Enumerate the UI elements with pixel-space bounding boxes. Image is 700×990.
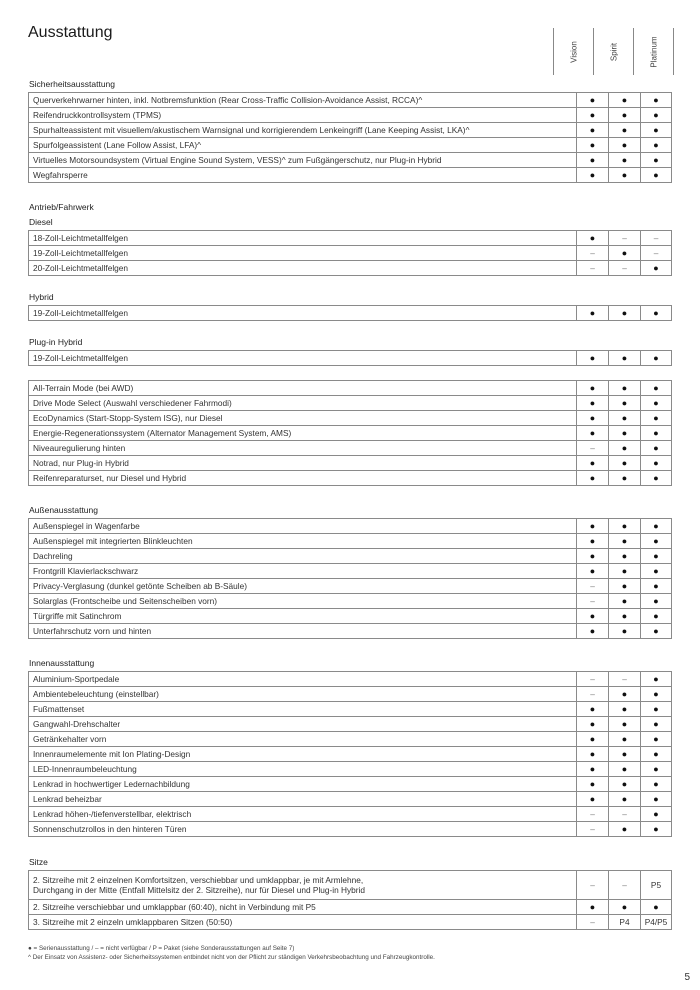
availability-platinum: ●	[641, 261, 672, 276]
availability-spirit: ●	[609, 519, 641, 534]
feature-label: Frontgrill Klavierlackschwarz	[29, 564, 577, 579]
availability-vision: ●	[577, 624, 609, 639]
table-row	[29, 231, 672, 246]
feature-label: 19-Zoll-Leichtmetallfelgen	[29, 306, 577, 321]
feature-label: Niveauregulierung hinten	[29, 441, 577, 456]
availability-spirit: ●	[609, 381, 641, 396]
table-row	[29, 306, 672, 321]
table-row	[29, 732, 672, 747]
availability-platinum: ●	[641, 822, 672, 837]
availability-vision: –	[577, 594, 609, 609]
table-row	[29, 792, 672, 807]
feature-label: Virtuelles Motorsoundsystem (Virtual Engine Sound System, VESS)^ zum Fußgängerschutz, nur Plug-in Hybrid	[29, 153, 577, 168]
availability-spirit: ●	[609, 168, 641, 183]
availability-vision: –	[577, 246, 609, 261]
availability-platinum: ●	[641, 624, 672, 639]
section-heading: Sicherheitsausstattung	[29, 79, 115, 89]
availability-platinum: P4/P5	[641, 915, 672, 930]
equipment-table	[28, 92, 672, 183]
feature-label: Querverkehrwarner hinten, inkl. Notbremsfunktion (Rear Cross-Traffic Collision-Avoidance Assist, RCCA)^	[29, 93, 577, 108]
availability-spirit: ●	[609, 108, 641, 123]
availability-spirit: –	[609, 871, 641, 900]
availability-platinum: ●	[641, 564, 672, 579]
column-label: Spirit	[609, 42, 619, 61]
feature-label: Türgriffe mit Satinchrom	[29, 609, 577, 624]
table-row	[29, 702, 672, 717]
availability-spirit: ●	[609, 594, 641, 609]
availability-vision: –	[577, 807, 609, 822]
equipment-table	[28, 671, 672, 837]
availability-platinum: ●	[641, 747, 672, 762]
availability-vision: –	[577, 579, 609, 594]
table-row	[29, 108, 672, 123]
feature-label: Fußmattenset	[29, 702, 577, 717]
availability-vision: ●	[577, 717, 609, 732]
availability-spirit: ●	[609, 153, 641, 168]
availability-spirit: P4	[609, 915, 641, 930]
availability-spirit: ●	[609, 732, 641, 747]
availability-spirit: ●	[609, 456, 641, 471]
availability-spirit: ●	[609, 687, 641, 702]
availability-spirit: –	[609, 261, 641, 276]
table-row	[29, 246, 672, 261]
availability-vision: ●	[577, 153, 609, 168]
availability-vision: ●	[577, 123, 609, 138]
feature-label: Spurfolgeassistent (Lane Follow Assist, LFA)^	[29, 138, 577, 153]
feature-label: Ambientebeleuchtung (einstellbar)	[29, 687, 577, 702]
feature-label: Reifendruckkontrollsystem (TPMS)	[29, 108, 577, 123]
availability-platinum: ●	[641, 306, 672, 321]
table-row	[29, 747, 672, 762]
feature-label: Innenraumelemente mit Ion Plating-Design	[29, 747, 577, 762]
table-row	[29, 762, 672, 777]
availability-spirit: ●	[609, 471, 641, 486]
page-number: 5	[684, 972, 690, 983]
table-row	[29, 564, 672, 579]
table-row	[29, 153, 672, 168]
availability-vision: ●	[577, 777, 609, 792]
availability-platinum: ●	[641, 900, 672, 915]
feature-label-line: 2. Sitzreihe mit 2 einzelnen Komfortsitzen, verschiebbar und umklappbar, je mit Armlehne,	[33, 875, 364, 885]
availability-spirit: –	[609, 807, 641, 822]
column-header-vision	[553, 28, 594, 75]
table-row	[29, 168, 672, 183]
feature-label: Spurhalteassistent mit visuellem/akustischem Warnsignal und korrigierendem Lenkeingriff (Lane Keeping Assist, LKA)^	[29, 123, 577, 138]
availability-platinum: ●	[641, 381, 672, 396]
availability-spirit: ●	[609, 306, 641, 321]
feature-label: Außenspiegel mit integrierten Blinkleuchten	[29, 534, 577, 549]
availability-spirit: ●	[609, 534, 641, 549]
page-title: Ausstattung	[28, 24, 113, 41]
table-row	[29, 93, 672, 108]
feature-label-line: Durchgang in der Mitte (Entfall Mittelsitz der 2. Sitzreihe), nur für Diesel und Plug-in Hybrid	[33, 885, 366, 895]
section-subheading: Plug-in Hybrid	[29, 337, 83, 347]
availability-platinum: ●	[641, 792, 672, 807]
equipment-table	[28, 380, 672, 486]
equipment-table	[28, 870, 672, 930]
table-row	[29, 381, 672, 396]
availability-vision: ●	[577, 534, 609, 549]
availability-spirit: ●	[609, 822, 641, 837]
availability-platinum: ●	[641, 732, 672, 747]
availability-spirit: ●	[609, 93, 641, 108]
feature-label: Privacy-Verglasung (dunkel getönte Scheiben ab B-Säule)	[29, 579, 577, 594]
table-row	[29, 426, 672, 441]
availability-spirit: ●	[609, 747, 641, 762]
section-heading: Außenausstattung	[29, 505, 98, 515]
table-row	[29, 411, 672, 426]
availability-spirit: ●	[609, 549, 641, 564]
availability-vision: ●	[577, 93, 609, 108]
column-header-platinum	[633, 28, 674, 75]
availability-vision: ●	[577, 351, 609, 366]
availability-platinum: ●	[641, 396, 672, 411]
availability-platinum: ●	[641, 351, 672, 366]
availability-spirit: ●	[609, 579, 641, 594]
availability-vision: ●	[577, 168, 609, 183]
availability-platinum: ●	[641, 762, 672, 777]
table-row	[29, 807, 672, 822]
table-row	[29, 594, 672, 609]
availability-platinum: ●	[641, 168, 672, 183]
section-heading: Sitze	[29, 857, 48, 867]
availability-platinum: ●	[641, 534, 672, 549]
feature-label: All-Terrain Mode (bei AWD)	[29, 381, 577, 396]
availability-platinum: ●	[641, 702, 672, 717]
feature-label: Lenkrad in hochwertiger Ledernachbildung	[29, 777, 577, 792]
feature-label: Aluminium-Sportpedale	[29, 672, 577, 687]
availability-platinum: ●	[641, 687, 672, 702]
availability-spirit: –	[609, 672, 641, 687]
table-row	[29, 549, 672, 564]
availability-vision: ●	[577, 138, 609, 153]
availability-spirit: ●	[609, 762, 641, 777]
feature-label: Lenkrad höhen-/tiefenverstellbar, elektrisch	[29, 807, 577, 822]
availability-platinum: –	[641, 246, 672, 261]
availability-spirit: ●	[609, 900, 641, 915]
availability-spirit: ●	[609, 609, 641, 624]
table-row	[29, 456, 672, 471]
equipment-table	[28, 230, 672, 276]
availability-vision: ●	[577, 609, 609, 624]
availability-spirit: ●	[609, 792, 641, 807]
availability-spirit: ●	[609, 441, 641, 456]
availability-vision: ●	[577, 231, 609, 246]
feature-label: Sonnenschutzrollos in den hinteren Türen	[29, 822, 577, 837]
table-row	[29, 579, 672, 594]
availability-spirit: ●	[609, 246, 641, 261]
availability-vision: ●	[577, 456, 609, 471]
availability-vision: ●	[577, 549, 609, 564]
feature-label: 2. Sitzreihe verschiebbar und umklappbar (60:40), nicht in Verbindung mit P5	[29, 900, 577, 915]
availability-vision: ●	[577, 702, 609, 717]
availability-platinum: ●	[641, 549, 672, 564]
section-subheading: Diesel	[29, 217, 53, 227]
availability-platinum: ●	[641, 807, 672, 822]
availability-vision: ●	[577, 108, 609, 123]
availability-platinum: ●	[641, 579, 672, 594]
availability-platinum: ●	[641, 456, 672, 471]
feature-label: Drive Mode Select (Auswahl verschiedener Fahrmodi)	[29, 396, 577, 411]
availability-vision: ●	[577, 426, 609, 441]
availability-vision: ●	[577, 411, 609, 426]
equipment-table	[28, 305, 672, 321]
table-row	[29, 609, 672, 624]
feature-label: EcoDynamics (Start-Stopp-System ISG), nur Diesel	[29, 411, 577, 426]
table-row	[29, 471, 672, 486]
footnote-legend: ● = Serienausstattung / – = nicht verfügbar / P = Paket (siehe Sonderausstattungen auf Seite 7)	[28, 945, 295, 952]
availability-vision: –	[577, 441, 609, 456]
availability-spirit: ●	[609, 123, 641, 138]
table-row	[29, 123, 672, 138]
availability-spirit: –	[609, 231, 641, 246]
equipment-table	[28, 350, 672, 366]
availability-vision: ●	[577, 396, 609, 411]
availability-spirit: ●	[609, 411, 641, 426]
table-row	[29, 519, 672, 534]
feature-label: Dachreling	[29, 549, 577, 564]
column-header-spirit	[593, 28, 634, 75]
availability-platinum: ●	[641, 138, 672, 153]
column-label: Vision	[569, 40, 579, 63]
table-row	[29, 900, 672, 915]
availability-platinum: ●	[641, 609, 672, 624]
section-heading: Innenausstattung	[29, 658, 95, 668]
availability-spirit: ●	[609, 396, 641, 411]
availability-platinum: ●	[641, 672, 672, 687]
availability-platinum: ●	[641, 441, 672, 456]
availability-vision: ●	[577, 306, 609, 321]
availability-platinum: ●	[641, 471, 672, 486]
feature-label: Wegfahrsperre	[29, 168, 577, 183]
feature-label: Gangwahl-Drehschalter	[29, 717, 577, 732]
section-subheading: Hybrid	[29, 292, 54, 302]
availability-spirit: ●	[609, 426, 641, 441]
availability-vision: ●	[577, 471, 609, 486]
feature-label: 20-Zoll-Leichtmetallfelgen	[29, 261, 577, 276]
availability-spirit: ●	[609, 564, 641, 579]
availability-spirit: ●	[609, 138, 641, 153]
feature-label: Außenspiegel in Wagenfarbe	[29, 519, 577, 534]
availability-platinum: ●	[641, 777, 672, 792]
table-row	[29, 441, 672, 456]
availability-platinum: ●	[641, 108, 672, 123]
feature-label: Solarglas (Frontscheibe und Seitenscheiben vorn)	[29, 594, 577, 609]
availability-platinum: ●	[641, 93, 672, 108]
availability-platinum: ●	[641, 519, 672, 534]
feature-label: 19-Zoll-Leichtmetallfelgen	[29, 246, 577, 261]
feature-label: Getränkehalter vorn	[29, 732, 577, 747]
availability-vision: ●	[577, 900, 609, 915]
availability-vision: –	[577, 822, 609, 837]
feature-label: Notrad, nur Plug-in Hybrid	[29, 456, 577, 471]
table-row	[29, 915, 672, 930]
availability-vision: ●	[577, 792, 609, 807]
table-row	[29, 138, 672, 153]
feature-label: Unterfahrschutz vorn und hinten	[29, 624, 577, 639]
feature-label: Energie-Regenerationssystem (Alternator Management System, AMS)	[29, 426, 577, 441]
table-row	[29, 777, 672, 792]
availability-platinum: ●	[641, 426, 672, 441]
table-row	[29, 717, 672, 732]
availability-vision: –	[577, 915, 609, 930]
availability-platinum: ●	[641, 594, 672, 609]
feature-label: Lenkrad beheizbar	[29, 792, 577, 807]
availability-spirit: ●	[609, 717, 641, 732]
availability-platinum: –	[641, 231, 672, 246]
feature-label: 3. Sitzreihe mit 2 einzeln umklappbaren Sitzen (50:50)	[29, 915, 577, 930]
table-row	[29, 261, 672, 276]
table-row	[29, 687, 672, 702]
availability-vision: –	[577, 871, 609, 900]
feature-label: LED-Innenraumbeleuchtung	[29, 762, 577, 777]
availability-vision: –	[577, 687, 609, 702]
equipment-table	[28, 518, 672, 639]
availability-spirit: ●	[609, 624, 641, 639]
availability-spirit: ●	[609, 777, 641, 792]
column-label: Platinum	[649, 35, 658, 68]
section-heading: Antrieb/Fahrwerk	[29, 202, 94, 212]
availability-vision: ●	[577, 762, 609, 777]
availability-vision: ●	[577, 564, 609, 579]
availability-spirit: ●	[609, 702, 641, 717]
availability-platinum: ●	[641, 717, 672, 732]
feature-label	[29, 871, 577, 900]
availability-vision: ●	[577, 747, 609, 762]
availability-vision: –	[577, 261, 609, 276]
feature-label: 19-Zoll-Leichtmetallfelgen	[29, 351, 577, 366]
availability-platinum: ●	[641, 123, 672, 138]
table-row	[29, 871, 672, 900]
availability-vision: ●	[577, 381, 609, 396]
availability-platinum: ●	[641, 411, 672, 426]
table-row	[29, 351, 672, 366]
table-row	[29, 624, 672, 639]
availability-vision: ●	[577, 732, 609, 747]
feature-label: Reifenreparaturset, nur Diesel und Hybrid	[29, 471, 577, 486]
availability-platinum: P5	[641, 871, 672, 900]
availability-vision: ●	[577, 519, 609, 534]
table-row	[29, 672, 672, 687]
table-row	[29, 396, 672, 411]
availability-platinum: ●	[641, 153, 672, 168]
availability-spirit: ●	[609, 351, 641, 366]
table-row	[29, 534, 672, 549]
feature-label: 18-Zoll-Leichtmetallfelgen	[29, 231, 577, 246]
availability-vision: –	[577, 672, 609, 687]
footnote-assist: ^ Der Einsatz von Assistenz- oder Sicherheitssystemen entbindet nicht von der Pflicht zur ständigen Verkehrsbeobachtung und Fahrzeugkontrolle.	[28, 954, 435, 961]
table-row	[29, 822, 672, 837]
